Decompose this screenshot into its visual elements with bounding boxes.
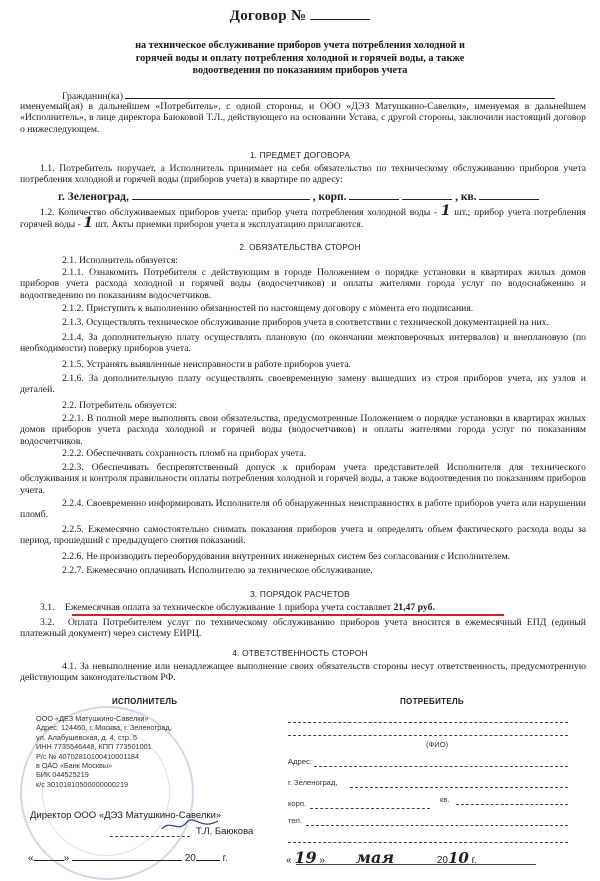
contract-title: [0, 8, 600, 25]
address-kv-label: , кв.: [455, 191, 477, 203]
consumer-address-label: Адрес:: [288, 757, 312, 766]
consumer-address-line: [314, 766, 568, 767]
clause-1-2-text-c: шт. Акты приемки приборов учета в эксплуатацию прилагаются.: [95, 219, 364, 231]
consumer-fio-label: (ФИО): [426, 740, 449, 749]
executor-line: к/с 30101810500000000219: [36, 779, 129, 789]
director-signature-line: [110, 836, 190, 837]
address-city: г. Зеленоград,: [58, 191, 129, 203]
section-1-heading: 1. ПРЕДМЕТ ДОГОВОРА: [249, 150, 351, 160]
price-underline: [72, 614, 504, 616]
consumer-street-line: [350, 787, 568, 788]
address-line: [58, 190, 586, 203]
clause-2-2-1: 2.2.1. В полной мере выполнять свои обязательства, предусмотренные Положением о порядке установки в квартирах жилых домов приборов учета расхода холодной и горячей воды (водосчетчиков) и оплаты жителями города услуг по показаниям водосчетчиков.: [20, 413, 586, 447]
director-title: Директор ООО «ДЭЗ Матушкино-Савелки»: [30, 810, 222, 821]
korp-blank: [349, 190, 399, 200]
clause-2-1-2: 2.1.2. Приступить к выполнению обязанностей по настоящему договору с момента его подписания.: [62, 303, 474, 314]
clause-2-1-4: 2.1.4. За дополнительную плату осуществлять плановую (по окончании межповерочных интервалов) и внеплановую (по необходимости) поверку приборов учета.: [20, 332, 586, 355]
clause-2-2-7: 2.2.7. Ежемесячно оплачивать Исполнителю за техническое обслуживание.: [62, 565, 373, 576]
subtitle-line-1: на техническое обслуживание приборов учета потребления холодной и: [135, 40, 465, 51]
consumer-kv-line: [456, 804, 568, 805]
clause-3-1-text: Ежемесячная оплата за техническое обслуживание 1 прибора учета составляет: [64, 602, 392, 613]
clause-2-2-3: 2.2.3. Обеспечивать беспрепятственный допуск к приборам учета представителей Исполнителя для технического обслуживания и контроля правильности оплаты потребления холодной и горячей воды, а также водоотведения по показаниям приборов учета.: [20, 462, 586, 496]
subtitle-line-3: водоотведения по показаниям приборов учета: [192, 65, 408, 77]
clause-1-1: [20, 163, 586, 186]
consumer-date-suffix: г.: [471, 855, 477, 866]
clause-3-2-text: Оплата Потребителем услуг по техническому обслуживанию приборов учета вносится в ежемесячный ЕПД (единый платежный документ) через систему ЕИРЦ.: [20, 617, 586, 640]
clause-2-1-1: 2.1.1. Ознакомить Потребителя с действующим в городе Положением о порядке установки в квартирах жилых домов приборов учета расхода холодной и горячей воды (водосчетчиков) и оплаты жителями города услуг по водоснабжению и водоотведению по показаниям водосчетчиков.: [20, 267, 586, 301]
consumer-date-month: мая: [355, 848, 395, 867]
consumer-date-year-prefix: 20: [436, 855, 448, 866]
cold-meter-count: 1: [440, 203, 451, 219]
clause-2-2-2: 2.2.2. Обеспечивать сохранность пломб на приборах учета.: [62, 448, 306, 459]
consumer-name-line: [288, 722, 568, 723]
consumer-korp-label: корп.: [288, 799, 307, 808]
consumer-kv-label: кв.: [440, 795, 450, 804]
consumer-date-close-quote: »: [319, 855, 325, 866]
clause-2-2-5: 2.2.5. Ежемесячно самостоятельно снимать показания приборов учета и определять объем фактического расхода воды за период, прошедший с предыдущего снятия показаний.: [20, 524, 586, 547]
executor-date-year: 20: [184, 853, 196, 864]
consumer-heading: ПОТРЕБИТЕЛЬ: [400, 697, 464, 706]
street-blank: [132, 190, 310, 200]
consumer-city: г. Зеленоград,: [288, 778, 338, 787]
executor-month-blank: [72, 851, 182, 861]
building-blank: [402, 190, 452, 200]
contract-subtitle: [60, 40, 540, 78]
director-name: Т.Л. Баюкова: [196, 826, 254, 837]
citizen-name-blank: [125, 89, 555, 99]
executor-line: ООО «ДЕЗ Матушкино-Савелки»: [36, 714, 149, 723]
clause-2-2-6: 2.2.6. Не производить переоборудования внутренних инженерных систем без согласования с Исполнителем.: [62, 551, 511, 562]
kv-blank: [479, 190, 539, 200]
clause-1-2: [20, 203, 586, 232]
clause-1-2-text-b: шт.; прибор учета потребления горячей воды -: [20, 207, 586, 231]
executor-date-suffix: г.: [222, 853, 228, 864]
executor-line: в ОАО «Банк Москвы»: [36, 761, 113, 771]
consumer-date-open-quote: «: [286, 855, 292, 866]
executor-line: Р/с № 40702810100410001184: [36, 751, 140, 761]
executor-requisites: [36, 714, 172, 789]
consumer-date-underline: [296, 864, 536, 865]
consumer-tel-label: тел.: [288, 816, 302, 825]
section-2-heading: 2. ОБЯЗАТЕЛЬСТВА СТОРОН: [239, 242, 361, 252]
executor-date-open-quote: «: [28, 853, 34, 864]
section-3-heading: 3. ПОРЯДОК РАСЧЕТОВ: [250, 589, 350, 599]
clause-4-1: 4.1. За невыполнение или ненадлежащее выполнение своих обязательств стороны несут ответственность, предусмотренную действующим законодательством РФ.: [20, 661, 586, 684]
consumer-signature-line: [288, 842, 568, 843]
clause-2-1-6: 2.1.6. За дополнительную плату осуществлять своевременную замену вышедших из строя приборов учета, их узлов и деталей.: [20, 373, 586, 396]
hot-meter-count: 1: [83, 215, 93, 232]
clause-3-2-number: 3.2.: [40, 617, 55, 628]
executor-line: ул. Алабушевская, д. 4, стр. 5: [36, 732, 138, 742]
clause-1-2-text-a: 1.2. Количество обслуживаемых приборов учета: прибор учета потребления холодной воды -: [40, 207, 438, 218]
executor-year-blank: [196, 851, 220, 861]
executor-line: ИНН 7735546448, КПП 773501001: [36, 742, 152, 752]
contract-number-blank: [310, 10, 370, 20]
executor-line: Адрес: 124460, г. Москва, г. Зеленоград,: [36, 723, 172, 733]
clause-2-2-4: 2.2.4. Своевременно информировать Исполнителя об обнаруженных неисправностях в работе приборов учета или нарушении пломб.: [20, 498, 586, 521]
executor-line: БИК 044525219: [36, 770, 89, 780]
clause-2-2: 2.2. Потребитель обязуется:: [62, 400, 177, 411]
executor-date: [28, 851, 278, 864]
address-korp-label: , корп.: [312, 191, 347, 203]
consumer-tel-line: [306, 825, 568, 826]
subtitle-line-2: горячей воды и оплату потребления холодной и горячей воды, а также: [135, 52, 465, 64]
executor-day-blank: [34, 851, 64, 861]
section-4-heading: 4. ОТВЕТСТВЕННОСТЬ СТОРОН: [232, 648, 368, 658]
consumer-date-year: 10: [447, 849, 469, 867]
consumer-date-day: 19: [294, 848, 317, 867]
citizen-label: Гражданин(ка): [62, 91, 123, 102]
clause-2-1: 2.1. Исполнитель обязуется:: [62, 255, 178, 266]
clause-2-1-5: 2.1.5. Устранять выявленные неисправности в работе приборов учета.: [62, 359, 351, 370]
clause-3-1-number: 3.1.: [40, 602, 55, 613]
clause-1-1-text: 1.1. Потребитель поручает, а Исполнитель принимает на себя обязательство по техническому обслуживанию приборов учета потребления холодной и горячей воды (приборов учета) в квартире по адресу:: [20, 163, 586, 186]
clause-3-2: [20, 617, 586, 640]
clause-2-1-3: 2.1.3. Осуществлять техническое обслуживание приборов учета в соответствии с технической документацией на них.: [62, 317, 549, 328]
clause-3-1: [20, 602, 586, 613]
intro-paragraph: именуемый(ая) в дальнейшем «Потребитель», с одной стороны, и ООО «ДЭЗ Матушкино-Савелки», именуемая в дальнейшем «Исполнитель», в лице директора Баюковой Т.Л., действующего на основании Устава, с другой стороны, заключили настоящий договор о нижеследующем.: [20, 101, 586, 135]
title-text: Договор №: [229, 8, 307, 24]
consumer-name-line-2: [288, 735, 568, 736]
executor-heading: ИСПОЛНИТЕЛЬ: [112, 697, 178, 706]
executor-date-close-quote: »: [63, 853, 70, 864]
monthly-price: 21,47 руб.: [393, 602, 435, 613]
consumer-korp-line: [310, 808, 430, 809]
